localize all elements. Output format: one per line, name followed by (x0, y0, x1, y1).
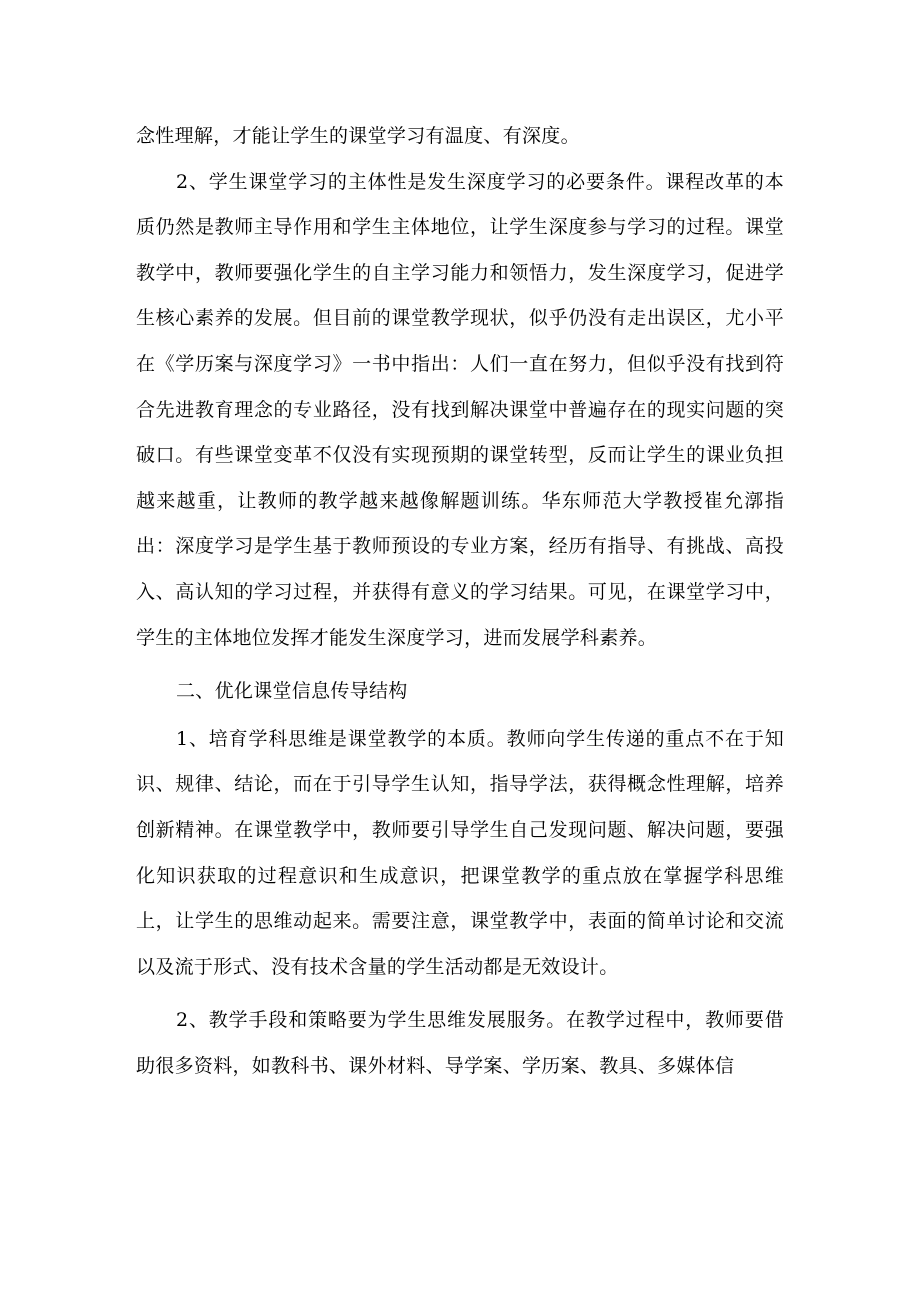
document-body (136, 114, 784, 1089)
paragraph-continuation: 念性理解，才能让学生的课堂学习有温度、有深度。 (136, 125, 580, 147)
paragraph-point-1: 1、培育学科思维是课堂教学的本质。教师向学生传递的重点不在于知识、规律、结论，而在于引导学生认知，指导学法，获得概念性理解，培养创新精神。在课堂教学中，教师要引导学生自己发现问题、解决问题，要强化知识获取的过程意识和生成意识，把课堂教学的重点放在掌握学科思维上，让学生的思维动起来。需要注意，课堂教学中，表面的简单讨论和交流以及流于形式、没有技术含量的学生活动都是无效设计。 (136, 727, 784, 978)
section-heading: 二、优化课堂信息传导结构 (176, 680, 408, 703)
paragraph-point-2-teaching-means: 2、教学手段和策略要为学生思维发展服务。在教学过程中，教师要借助很多资料，如教科书、课外材料、导学案、学历案、教具、多媒体信 (136, 1009, 784, 1077)
paragraph-point-2: 2、学生课堂学习的主体性是发生深度学习的必要条件。课程改革的本质仍然是教师主导作用和学生主体地位，让学生深度参与学习的过程。课堂教学中，教师要强化学生的自主学习能力和领悟力，发生深度学习，促进学生核心素养的发展。但目前的课堂教学现状，似乎仍没有走出误区，尤小平在《学历案与深度学习》一书中指出：人们一直在努力，但似乎没有找到符合先进教育理念的专业路径，没有找到解决课堂中普遍存在的现实问题的突破口。有些课堂变革不仅没有实现预期的课堂转型，反而让学生的课业负担越来越重，让教师的教学越来越像解题训练。华东师范大学教授崔允漷指出：深度学习是学生基于教师预设的专业方案，经历有指导、有挑战、高投入、高认知的学习过程，并获得有意义的学习结果。可见，在课堂学习中，学生的主体地位发挥才能发生深度学习，进而发展学科素养。 (136, 170, 784, 649)
